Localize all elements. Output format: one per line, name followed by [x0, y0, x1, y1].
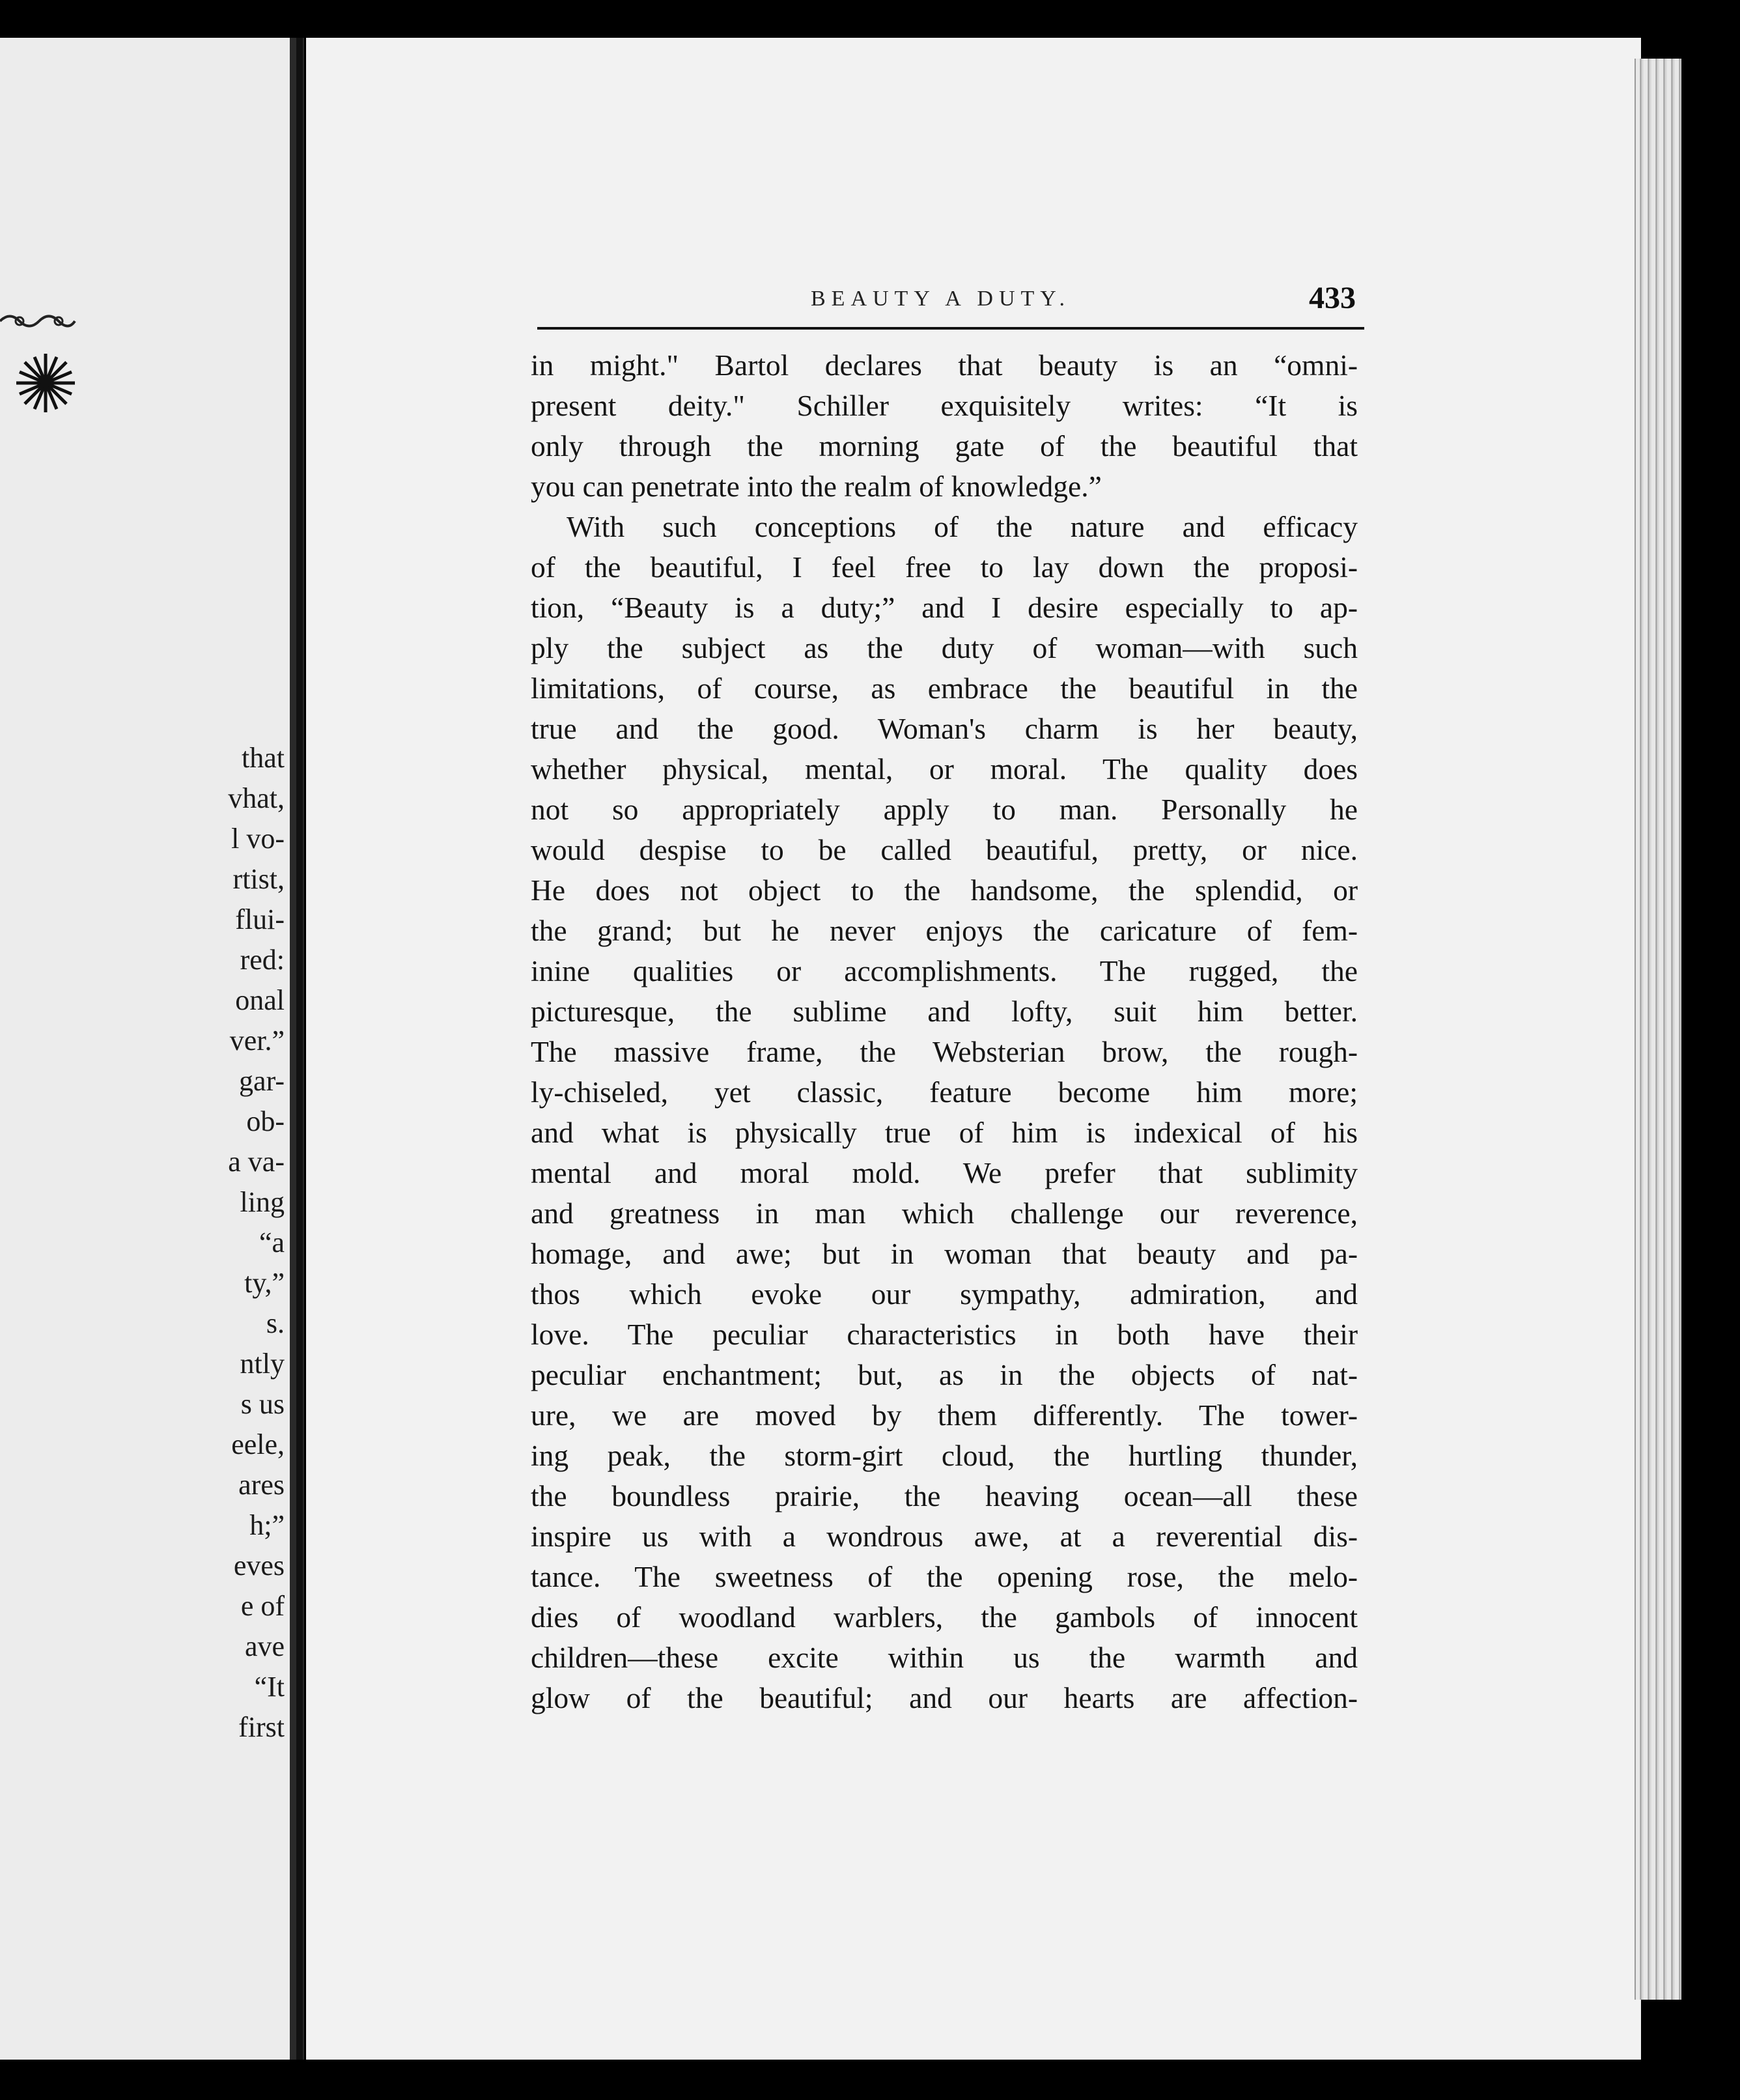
- text-line: the grand; but he never enjoys the caricature of fem-: [531, 914, 1358, 947]
- text-line: present deity." Schiller exquisitely writes: “It is: [531, 389, 1358, 422]
- text-line: glow of the beautiful; and our hearts are affection-: [531, 1681, 1358, 1714]
- text-line: He does not object to the handsome, the splendid, or: [531, 873, 1358, 907]
- left-line: ty,”: [244, 1267, 285, 1299]
- left-line: eele,: [231, 1428, 285, 1460]
- left-line: flui-: [235, 903, 285, 935]
- text-line: of the beautiful, I feel free to lay down the proposi-: [531, 550, 1358, 584]
- text-line: picturesque, the sublime and lofty, suit him better.: [531, 995, 1358, 1028]
- text-line: love. The peculiar characteristics in both have their: [531, 1318, 1358, 1351]
- text-line: tion, “Beauty is a duty;” and I desire especially to ap-: [531, 591, 1358, 624]
- text-line: in might." Bartol declares that beauty is an “omni-: [531, 348, 1358, 382]
- running-head: BEAUTY A DUTY.: [811, 287, 1071, 311]
- text-line: inspire us with a wondrous awe, at a reverential dis-: [531, 1520, 1358, 1553]
- left-line: eves: [233, 1550, 285, 1582]
- left-facing-page: [0, 38, 290, 2060]
- text-line: inine qualities or accomplishments. The rugged, the: [531, 954, 1358, 987]
- left-line: onal: [235, 984, 285, 1016]
- text-line: dies of woodland warblers, the gambols of innocent: [531, 1600, 1358, 1634]
- text-line: you can penetrate into the realm of knowledge.”: [531, 470, 1102, 503]
- left-line: s.: [266, 1307, 285, 1339]
- text-line: The massive frame, the Websterian brow, the rough-: [531, 1035, 1358, 1068]
- text-line: ing peak, the storm-girt cloud, the hurtling thunder,: [531, 1439, 1358, 1472]
- left-line: vhat,: [228, 782, 285, 814]
- left-line: e of: [240, 1590, 285, 1622]
- text-line: only through the morning gate of the beautiful that: [531, 429, 1358, 462]
- text-line: ure, we are moved by them differently. The tower-: [531, 1398, 1358, 1432]
- text-line: thos which evoke our sympathy, admiration, and: [531, 1277, 1358, 1311]
- text-line: With such conceptions of the nature and efficacy: [567, 510, 1358, 543]
- left-line: gar-: [239, 1065, 285, 1097]
- text-line: and what is physically true of him is indexical of his: [531, 1116, 1358, 1149]
- text-line: ly-chiseled, yet classic, feature become him more;: [531, 1075, 1358, 1109]
- left-line: red:: [240, 944, 285, 976]
- gutter-shadow: [296, 38, 303, 2060]
- body-text: [531, 345, 1358, 1718]
- left-page-text: [154, 738, 285, 1748]
- text-line: would despise to be called beautiful, pretty, or nice.: [531, 833, 1358, 866]
- left-line: “It: [254, 1671, 285, 1703]
- text-line: children—these excite within us the warmth and: [531, 1641, 1358, 1674]
- ornament-icon: [0, 308, 78, 419]
- text-line: and greatness in man which challenge our reverence,: [531, 1197, 1358, 1230]
- left-line: s us: [240, 1388, 285, 1420]
- text-line: whether physical, mental, or moral. The quality does: [531, 752, 1358, 786]
- left-line: ob-: [246, 1105, 285, 1137]
- page-edges: [1635, 59, 1681, 2000]
- left-line: ver.”: [229, 1025, 285, 1057]
- left-line: rtist,: [232, 863, 285, 895]
- left-line: first: [238, 1711, 285, 1743]
- text-line: limitations, of course, as embrace the beautiful in the: [531, 672, 1358, 705]
- left-line: ntly: [240, 1348, 285, 1380]
- text-line: true and the good. Woman's charm is her beauty,: [531, 712, 1358, 745]
- text-line: peculiar enchantment; but, as in the objects of nat-: [531, 1358, 1358, 1391]
- left-line: ares: [238, 1469, 285, 1501]
- text-line: not so appropriately apply to man. Personally he: [531, 793, 1358, 826]
- left-line: ave: [244, 1630, 285, 1662]
- page-number: 433: [1309, 281, 1356, 315]
- header-rule: [537, 327, 1364, 330]
- left-line: h;”: [249, 1509, 285, 1541]
- text-line: mental and moral mold. We prefer that sublimity: [531, 1156, 1358, 1189]
- text-line: ply the subject as the duty of woman—with such: [531, 631, 1358, 664]
- left-line: l vo-: [231, 823, 285, 855]
- text-line: the boundless prairie, the heaving ocean—all these: [531, 1479, 1358, 1512]
- left-line: “a: [259, 1227, 285, 1258]
- left-line: a va-: [228, 1146, 285, 1178]
- text-line: tance. The sweetness of the opening rose, the melo-: [531, 1560, 1358, 1593]
- left-line: that: [242, 742, 285, 774]
- text-line: homage, and awe; but in woman that beauty and pa-: [531, 1237, 1358, 1270]
- left-line: ling: [240, 1186, 285, 1218]
